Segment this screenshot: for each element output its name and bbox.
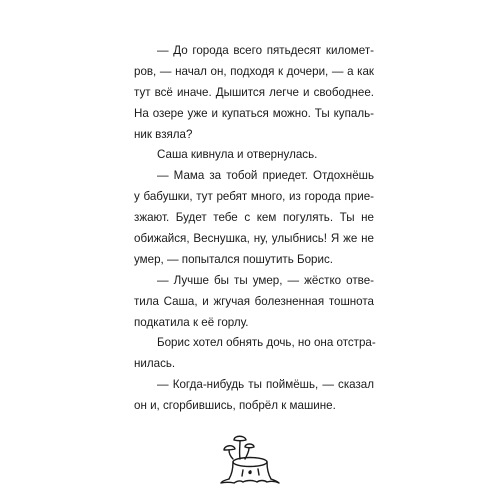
text-line: умер, — попытался пошутить Борис.	[134, 252, 333, 266]
text-line: — Когда-нибудь ты поймёшь, — сказал	[157, 378, 374, 392]
text-line: у бабушки, тут ребят много, из города прие-	[134, 190, 374, 204]
paragraph	[134, 166, 374, 270]
text-line: На озере уже и купаться можно. Ты купаль-	[134, 106, 374, 120]
text-line: Борис хотел обнять дочь, но она отстра-	[157, 336, 376, 350]
text-line: он и, сгорбившись, побрёл к машине.	[134, 399, 336, 413]
text-line: Саша кивнула и отвернулась.	[157, 148, 318, 162]
paragraph	[134, 41, 374, 145]
tree-stump-with-mushrooms-icon	[216, 434, 284, 486]
text-line: подкатила к её горлу.	[134, 315, 249, 329]
paragraph	[134, 333, 374, 375]
text-line: — Лучше бы ты умер, — жёстко отве-	[157, 273, 374, 287]
text-line: обижайся, Веснушка, ну, улыбнись! Я же не	[134, 232, 374, 246]
text-line: зжают. Будет тебе с кем погулять. Ты не	[134, 211, 374, 225]
text-line: ров, — начал он, подходя к дочери, — а как	[134, 64, 374, 78]
text-block	[134, 41, 374, 417]
text-line: нилась.	[134, 357, 176, 371]
paragraph	[134, 271, 374, 334]
text-line: тут всё иначе. Дышится легче и свободнее.	[134, 85, 374, 99]
paragraph	[134, 375, 374, 417]
text-line: тила Саша, и жгучая болезненная тошнота	[134, 294, 374, 308]
paragraph	[134, 145, 374, 166]
text-line: ник взяла?	[134, 127, 193, 141]
text-line: — До города всего пятьдесят километ-	[157, 44, 374, 57]
text-line: — Мама за тобой приедет. Отдохнёшь	[157, 169, 374, 183]
